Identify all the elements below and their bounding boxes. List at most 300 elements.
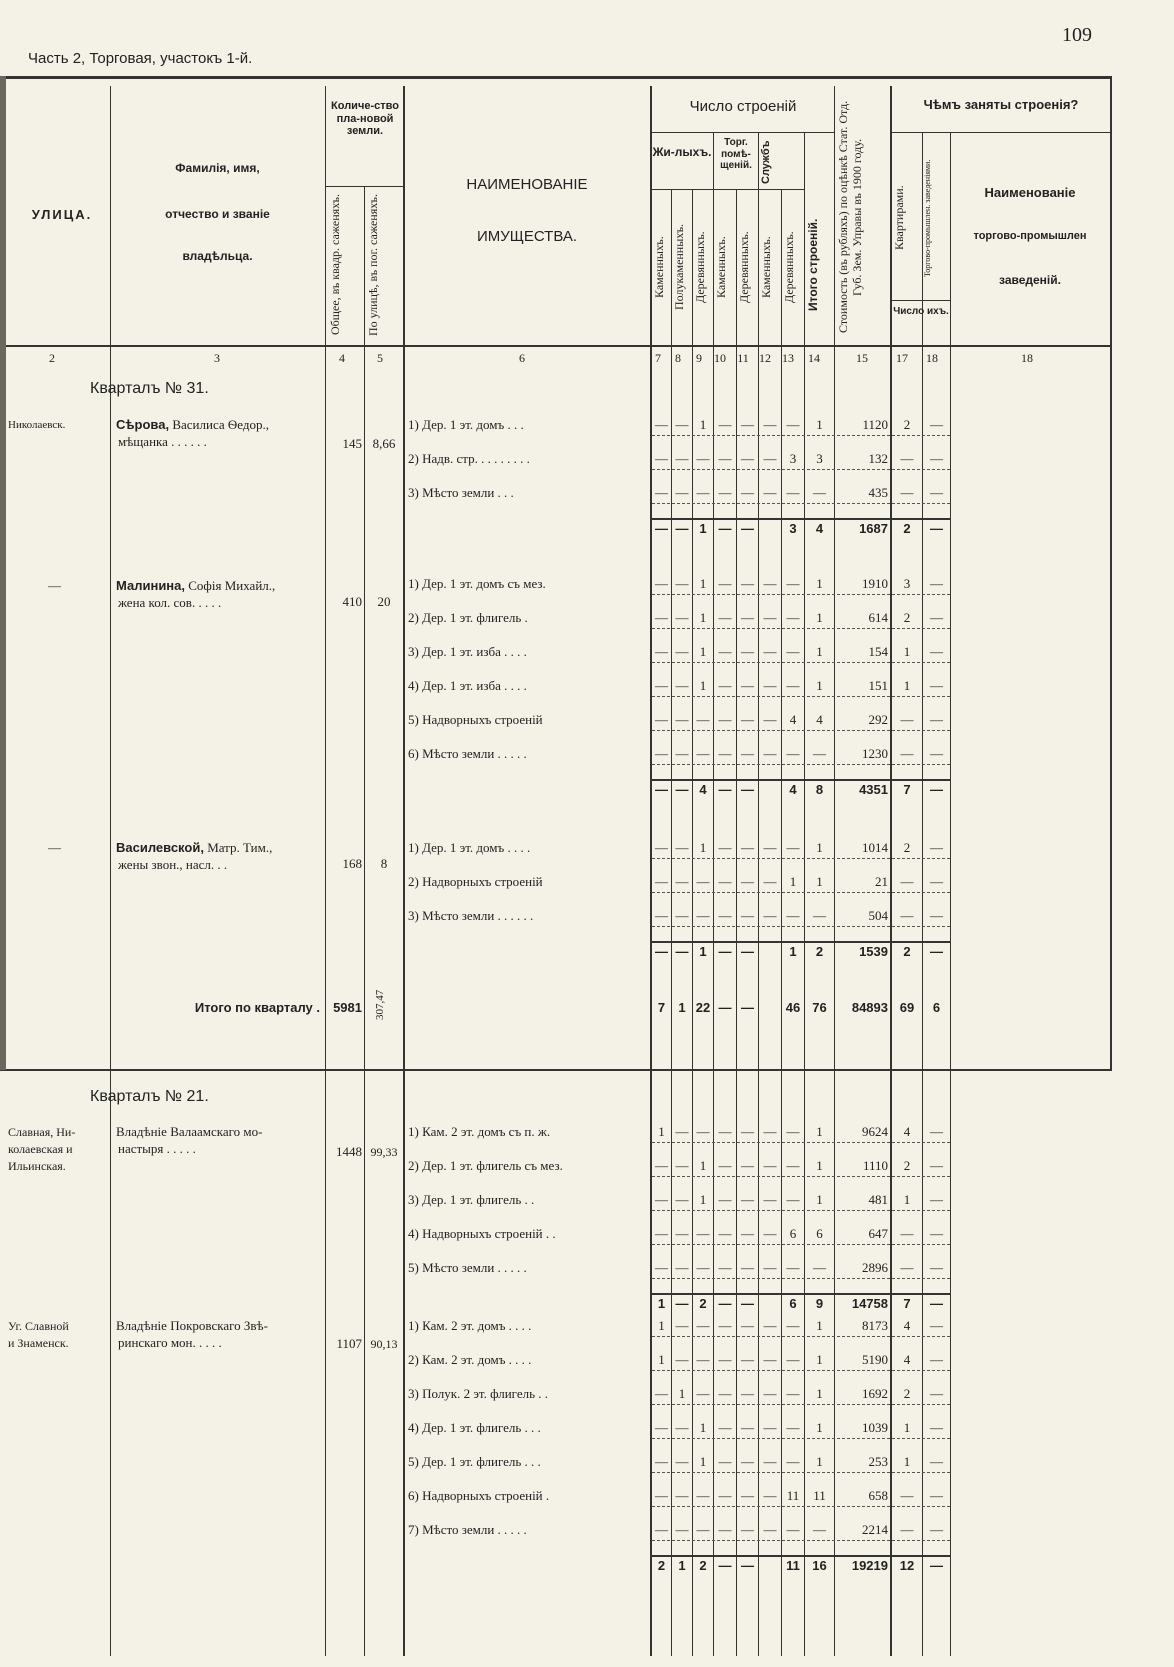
subtotal-cell: — (718, 1558, 732, 1573)
ledger-cell: — (763, 1226, 777, 1241)
ledger-cell: — (813, 908, 826, 923)
ledger-cell: — (718, 678, 732, 693)
ledger-cell: — (930, 1352, 943, 1367)
row-rule (652, 1336, 950, 1337)
ledger-cell: — (763, 1352, 777, 1367)
ledger-cell: 1 (816, 1192, 823, 1207)
owner-details: Софія Михайл., (188, 578, 276, 593)
ledger-cell: — (786, 1454, 800, 1469)
ledger-cell: — (763, 1454, 777, 1469)
row-rule (652, 926, 950, 927)
ledger-cell: — (763, 1158, 777, 1173)
column-number: 15 (856, 351, 868, 365)
ledger-cell: — (696, 1522, 710, 1537)
ledger-cell: — (786, 485, 800, 500)
subtotal-cell: 7 (903, 782, 911, 797)
ledger-cell: — (741, 610, 754, 625)
ledger-cell: — (741, 1226, 754, 1241)
ledger-cell: 1 (816, 1420, 823, 1435)
ledger-cell: 1 (816, 840, 823, 855)
ledger-cell: — (675, 1158, 689, 1173)
ledger-cell: 1039 (862, 1420, 888, 1435)
subtotal-cell: 3 (789, 521, 797, 536)
ledger-cell: — (741, 644, 754, 659)
header-stone: Каменныхъ. (652, 236, 666, 298)
ledger-cell: — (718, 1522, 732, 1537)
row-rule (652, 764, 950, 765)
ledger-cell: — (655, 1158, 668, 1173)
subtotal-cell: — (741, 944, 754, 959)
subtotal-cell: — (675, 944, 689, 959)
ledger-cell: — (696, 1318, 710, 1333)
ledger-cell: — (900, 908, 914, 923)
ledger-cell: — (813, 485, 826, 500)
ledger-cell: 1 (658, 1318, 665, 1333)
ledger-cell: — (930, 1124, 943, 1139)
row-rule (652, 435, 950, 436)
subtotal-cell: 1687 (859, 521, 888, 536)
ledger-cell: — (675, 874, 689, 889)
table-right-border (1110, 76, 1112, 1070)
ledger-cell: — (763, 1488, 777, 1503)
ledger-cell: 9624 (862, 1124, 888, 1139)
ledger-cell: — (930, 451, 943, 466)
ledger-cell: 6 (816, 1226, 823, 1241)
ledger-cell: — (696, 712, 710, 727)
ledger-cell: — (696, 1260, 710, 1275)
ledger-cell: — (696, 746, 710, 761)
ledger-cell: — (718, 746, 732, 761)
subtotal-cell: 12 (899, 1558, 915, 1573)
ledger-cell: — (763, 1192, 777, 1207)
quarter-total-apartments: 69 (899, 1000, 915, 1015)
ledger-cell: 3 (789, 451, 797, 466)
ledger-cell: — (675, 1352, 689, 1367)
quarter-total-trade-stone: — (718, 1000, 732, 1015)
ledger-cell: 11 (813, 1488, 826, 1503)
header-street: УЛИЦА. (31, 207, 93, 222)
ledger-cell: — (930, 1158, 943, 1173)
property-item: 2) Дер. 1 эт. флигель съ мез. (408, 1158, 563, 1173)
ledger-cell: — (696, 1386, 710, 1401)
ledger-cell: 1 (699, 1192, 707, 1207)
ledger-cell: — (718, 874, 732, 889)
quarter-total-trade: 6 (932, 1000, 941, 1015)
owner-name: Владѣніе Покровскаго Звѣ- (116, 1318, 268, 1333)
ledger-cell: — (930, 1318, 943, 1333)
quarter-title: Кварталъ № 31. (90, 380, 209, 397)
column-number: 18 (926, 351, 938, 365)
ledger-cell: — (930, 874, 943, 889)
ledger-cell: — (718, 610, 732, 625)
subtotal-cell: — (930, 1296, 943, 1311)
header-value: Стоимость (въ рубляхъ) по оцѣнкѣ Стат. Отд. Губ. Зем. Управы въ 1900 году. (836, 100, 864, 334)
ledger-cell: 1 (903, 1454, 911, 1469)
owner-surname: Малинина, (116, 578, 186, 593)
ledger-cell: — (675, 1318, 689, 1333)
ledger-cell: — (655, 712, 668, 727)
ledger-cell: 1 (816, 678, 823, 693)
ledger-cell: 614 (868, 610, 888, 625)
row-rule (652, 469, 950, 470)
ledger-cell: — (718, 644, 732, 659)
ledger-cell: 1 (903, 1192, 911, 1207)
ledger-cell: — (675, 1488, 689, 1503)
ledger-cell: — (741, 485, 754, 500)
ledger-cell: 5190 (862, 1352, 888, 1367)
ledger-cell: — (786, 746, 800, 761)
ledger-cell: — (930, 1260, 943, 1275)
ledger-cell: 1 (699, 1158, 707, 1173)
property-item: 4) Дер. 1 эт. флигель . . . (408, 1420, 541, 1435)
ledger-cell: — (786, 576, 800, 591)
ledger-cell: 647 (868, 1226, 888, 1241)
ledger-cell: — (741, 1522, 754, 1537)
subtotal-cell: 4 (815, 521, 824, 536)
column-number: 3 (214, 351, 220, 365)
ledger-cell: 1 (699, 644, 707, 659)
ledger-cell: — (741, 1352, 754, 1367)
ledger-cell: 1 (816, 417, 823, 432)
ledger-cell: — (655, 1260, 668, 1275)
owner-surname: Василевской, (116, 840, 204, 855)
ledger-cell: — (900, 1522, 914, 1537)
header-owner-line3: владѣльца. (182, 249, 253, 263)
row-rule (652, 662, 950, 663)
ledger-cell: — (655, 1488, 668, 1503)
street-name: — (48, 840, 61, 855)
quarter-total-area: 5981 (333, 1000, 362, 1015)
property-item: 5) Дер. 1 эт. флигель . . . (408, 1454, 541, 1469)
header-trade-stone: Каменныхъ. (714, 236, 728, 298)
ledger-cell: — (900, 874, 914, 889)
col-line (364, 186, 365, 1656)
ledger-cell: — (675, 576, 689, 591)
subtotal-cell: — (741, 521, 754, 536)
ledger-cell: — (718, 1454, 732, 1469)
ledger-cell: — (675, 1260, 689, 1275)
ledger-cell: — (930, 1454, 943, 1469)
ledger-cell: — (813, 1522, 826, 1537)
ledger-cell: — (930, 610, 943, 625)
property-item: 1) Кам. 2 эт. домъ съ п. ж. (408, 1124, 551, 1139)
ledger-cell: — (900, 1488, 914, 1503)
ledger-cell: — (786, 1522, 800, 1537)
ledger-cell: — (675, 1124, 689, 1139)
ledger-cell: — (696, 1488, 710, 1503)
column-number: 13 (782, 351, 794, 365)
header-count: Число ихъ. (893, 306, 949, 317)
table-top-rule (0, 76, 1112, 79)
ledger-cell: — (763, 746, 777, 761)
owner-name (116, 840, 324, 856)
ledger-cell: 154 (868, 644, 888, 659)
ledger-cell: — (741, 1192, 754, 1207)
subtotal-cell: — (675, 521, 689, 536)
ledger-cell: — (675, 840, 689, 855)
subtotal-cell: 7 (903, 1296, 911, 1311)
ledger-cell: — (763, 840, 777, 855)
ledger-cell: — (786, 1352, 800, 1367)
ledger-cell: — (930, 1226, 943, 1241)
ledger-cell: — (655, 1420, 668, 1435)
subtotal-cell: 1 (678, 1558, 686, 1573)
header-subline (650, 189, 804, 190)
ledger-cell: — (675, 746, 689, 761)
ledger-cell: — (696, 1226, 710, 1241)
column-number: 9 (696, 351, 702, 365)
ledger-cell: — (655, 451, 668, 466)
ledger-cell: — (763, 1386, 777, 1401)
ledger-cell: — (900, 451, 914, 466)
ledger-cell: — (763, 712, 777, 727)
ledger-cell: 1 (816, 874, 823, 889)
row-rule (652, 1506, 950, 1507)
ledger-cell: 1 (816, 1352, 823, 1367)
ledger-cell: — (930, 1420, 943, 1435)
property-item: 5) Надворныхъ строеній (408, 712, 543, 727)
column-number: 8 (675, 351, 681, 365)
column-number: 10 (714, 351, 726, 365)
ledger-cell: — (900, 746, 914, 761)
property-item: 3) Дер. 1 эт. флигель . . (408, 1192, 535, 1207)
ledger-cell: — (655, 746, 668, 761)
ledger-cell: — (930, 840, 943, 855)
subtotal-cell: — (930, 782, 943, 797)
ledger-cell: — (718, 1192, 732, 1207)
street-name: — (48, 578, 61, 593)
subtotal-cell: 14758 (851, 1296, 888, 1311)
ledger-cell: — (763, 1124, 777, 1139)
ledger-cell: — (786, 840, 800, 855)
col-line (110, 86, 111, 1656)
ledger-cell: — (786, 1192, 800, 1207)
ledger-cell: — (655, 610, 668, 625)
ledger-cell: — (786, 1420, 800, 1435)
subtotal-cell: 1539 (859, 944, 888, 959)
column-number: 2 (49, 351, 55, 365)
ledger-cell: 4 (903, 1352, 911, 1367)
ledger-cell: 2 (903, 1386, 911, 1401)
ledger-cell: 1 (816, 1124, 823, 1139)
property-item: 4) Дер. 1 эт. изба . . . . (408, 678, 527, 693)
ledger-cell: — (718, 1318, 732, 1333)
ledger-cell: — (763, 1260, 777, 1275)
ledger-cell: 1 (658, 1352, 665, 1367)
subtotal-cell: — (675, 782, 689, 797)
ledger-cell: — (655, 485, 668, 500)
ledger-cell: 1 (816, 1386, 823, 1401)
ledger-cell: — (741, 1454, 754, 1469)
ledger-cell: 1014 (862, 840, 888, 855)
header-occupied: Чѣмъ заняты строенія? (923, 97, 1079, 112)
row-rule (652, 1244, 950, 1245)
quarter-title: Кварталъ № 21. (90, 1088, 209, 1105)
subtotal-rule (652, 941, 950, 943)
ledger-cell: — (675, 485, 689, 500)
ledger-cell: — (786, 417, 800, 432)
ledger-cell: 1 (789, 874, 797, 889)
row-rule (652, 730, 950, 731)
ledger-cell: 1 (903, 1420, 911, 1435)
ledger-cell: — (675, 1454, 689, 1469)
ledger-cell: — (786, 908, 800, 923)
ledger-cell: — (675, 1226, 689, 1241)
ledger-cell: — (718, 1420, 732, 1435)
ledger-cell: 1 (816, 610, 823, 625)
ledger-cell: 1910 (862, 576, 888, 591)
ledger-cell: 2 (903, 417, 911, 432)
street-frontage: 20 (377, 594, 391, 609)
ledger-cell: — (786, 1386, 800, 1401)
land-area: 1107 (336, 1336, 362, 1351)
ledger-cell: — (900, 712, 914, 727)
ledger-cell: — (900, 485, 914, 500)
ledger-cell: 1230 (862, 746, 888, 761)
owner-status: жены звон., насл. . . (118, 857, 228, 872)
ledger-cell: — (786, 1158, 800, 1173)
quarter-total-buildings: 76 (812, 1000, 827, 1015)
header-land-total: Общее, въ квадр. саженяхъ. (328, 194, 342, 336)
property-item: 5) Мѣсто земли . . . . . (408, 1260, 527, 1275)
ledger-cell: — (930, 576, 943, 591)
ledger-cell: — (741, 417, 754, 432)
ledger-cell: — (655, 908, 668, 923)
quarter-total-wood: 22 (695, 1000, 711, 1015)
subtotal-cell: 8 (815, 782, 824, 797)
owner-status: жена кол. сов. . . . . (118, 595, 222, 610)
row-rule (652, 1142, 950, 1143)
ledger-cell: — (718, 1386, 732, 1401)
header-living: Жи-лыхъ. (652, 145, 712, 159)
header-subline (650, 132, 834, 133)
ledger-cell: — (930, 712, 943, 727)
subtotal-cell: — (675, 1296, 689, 1311)
ledger-cell: 2214 (862, 1522, 888, 1537)
col-line (403, 86, 405, 1656)
ledger-cell: 1 (699, 840, 707, 855)
ledger-cell: — (741, 1158, 754, 1173)
subtotal-cell: 1 (657, 1296, 666, 1311)
ledger-cell: 3 (903, 576, 911, 591)
quarter-total-label: Итого по кварталу . (194, 1000, 320, 1015)
row-rule (652, 858, 950, 859)
ledger-cell: 4 (903, 1124, 911, 1139)
ledger-cell: — (930, 1192, 943, 1207)
ledger-cell: 1 (699, 610, 707, 625)
subtotal-cell: — (655, 521, 668, 536)
ledger-cell: — (741, 1124, 754, 1139)
ledger-cell: 4 (789, 712, 797, 727)
land-area: 1448 (336, 1144, 362, 1159)
ledger-cell: — (763, 908, 777, 923)
ledger-cell: 2 (903, 610, 911, 625)
ledger-cell: 1 (816, 1454, 823, 1469)
property-item: 3) Мѣсто земли . . . (408, 485, 514, 500)
subtotal-cell: 2 (815, 944, 824, 959)
property-item: 6) Надворныхъ строеній . (408, 1488, 550, 1503)
property-item: 2) Надв. стр. . . . . . . . . (408, 451, 530, 466)
ledger-cell: 2896 (862, 1260, 888, 1275)
subtotal-cell: 16 (812, 1558, 827, 1573)
subtotal-cell: 4 (789, 782, 797, 797)
subtotal-rule (652, 1555, 950, 1557)
column-number: 18 (1021, 351, 1033, 365)
header-land: Количе-ство пла-новой земли. (331, 100, 399, 138)
column-number: 4 (339, 351, 345, 365)
ledger-cell: — (763, 1522, 777, 1537)
ledger-cell: — (763, 1318, 777, 1333)
ledger-cell: 1 (699, 678, 707, 693)
subtotal-cell: — (930, 521, 943, 536)
property-item: 1) Дер. 1 эт. домъ . . . (408, 417, 524, 432)
quarter-total-trade-wood: — (741, 1000, 754, 1015)
ledger-cell: 2 (903, 840, 911, 855)
ledger-cell: — (718, 712, 732, 727)
subtotal-cell: 9 (815, 1296, 824, 1311)
ledger-cell: — (718, 417, 732, 432)
ledger-cell: — (696, 874, 710, 889)
ledger-cell: — (763, 485, 777, 500)
street-frontage: 8,66 (372, 436, 396, 451)
subtotal-rule (652, 1293, 950, 1295)
header-owner-line2: отчество и званіе (165, 207, 270, 221)
ledger-cell: 292 (868, 712, 888, 727)
ledger-cell: 2 (903, 1158, 911, 1173)
row-rule (652, 892, 950, 893)
header-owner-line1: Фамилія, имя, (175, 161, 260, 175)
ledger-cell: — (675, 908, 689, 923)
ledger-cell: — (655, 840, 668, 855)
row-rule (652, 696, 950, 697)
subtotal-cell: 19219 (851, 1558, 888, 1573)
ledger-cell: — (655, 1192, 668, 1207)
ledger-cell: — (741, 1386, 754, 1401)
ledger-cell: — (763, 576, 777, 591)
ledger-cell: — (741, 451, 754, 466)
header-service-stone: Каменныхъ. (759, 236, 773, 298)
left-edge (0, 76, 6, 1070)
subtotal-cell: — (741, 782, 754, 797)
ledger-cell: 132 (868, 451, 888, 466)
ledger-cell: — (763, 874, 777, 889)
property-item: 4) Надворныхъ строеній . . (408, 1226, 556, 1241)
ledger-cell: 11 (786, 1488, 800, 1503)
ledger-cell: — (786, 644, 800, 659)
ledger-cell: 1 (699, 1420, 707, 1435)
quarter-total-value: 84893 (851, 1000, 888, 1015)
header-halfstone: Полукаменныхъ. (672, 223, 686, 311)
header-wood: Деревянныхъ. (693, 231, 707, 303)
street-frontage: 90,13 (370, 1337, 398, 1351)
header-subline (325, 186, 403, 187)
ledger-cell: — (655, 576, 668, 591)
ledger-cell: 481 (868, 1192, 888, 1207)
ledger-cell: — (696, 908, 710, 923)
ledger-cell: 1120 (862, 417, 888, 432)
ledger-cell: — (675, 1192, 689, 1207)
property-item: 6) Мѣсто земли . . . . . (408, 746, 527, 761)
ledger-cell: 253 (868, 1454, 888, 1469)
subtotal-cell: — (718, 782, 732, 797)
ledger-cell: 658 (868, 1488, 888, 1503)
ledger-cell: 4 (816, 712, 823, 727)
ledger-cell: — (718, 840, 732, 855)
ledger-cell: 3 (816, 451, 823, 466)
ledger-cell: 1 (678, 1386, 686, 1401)
subtotal-cell: 4 (699, 782, 707, 797)
ledger-cell: — (930, 485, 943, 500)
